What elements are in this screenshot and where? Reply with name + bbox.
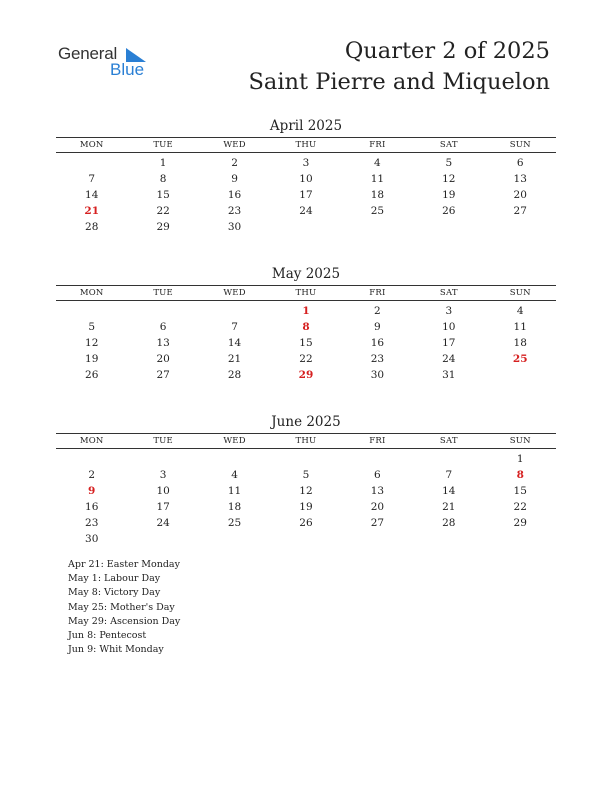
day-cell: 26 [85, 369, 99, 381]
weekday-label: THU [295, 436, 317, 446]
day-cell: 9 [374, 321, 381, 333]
week-row [56, 467, 556, 483]
day-cell: 14 [85, 189, 99, 201]
week-row [56, 155, 556, 171]
day-cell: 4 [231, 469, 238, 481]
day-cell: 9 [88, 485, 96, 497]
day-cell: 18 [227, 501, 242, 513]
week-row [56, 367, 556, 383]
month-title: June 2025 [271, 414, 341, 430]
weekday-header [56, 285, 556, 301]
holiday-item: May 29: Ascension Day [68, 615, 181, 627]
month-title: April 2025 [269, 118, 343, 134]
empty-cell [485, 367, 556, 383]
day-cell: 4 [374, 157, 381, 169]
weekday-label: THU [295, 288, 317, 298]
day-cell: 13 [513, 173, 527, 185]
day-cell: 30 [85, 533, 99, 545]
weekday-label: TUE [153, 140, 173, 150]
weekday-label: TUE [153, 288, 173, 298]
weekday-label: SAT [439, 436, 458, 446]
empty-cell [413, 451, 484, 467]
day-cell: 27 [156, 369, 170, 381]
week-row [56, 351, 556, 367]
day-cell: 10 [156, 485, 170, 497]
weekday-label: WED [223, 288, 246, 298]
day-cell: 10 [299, 173, 313, 185]
day-cell: 28 [442, 517, 456, 529]
week-row [56, 335, 556, 351]
weekday-label: SUN [509, 288, 531, 298]
day-cell: 7 [445, 469, 453, 481]
day-cell: 24 [156, 517, 170, 529]
day-cell: 13 [156, 337, 170, 349]
day-cell: 19 [442, 189, 456, 201]
day-cell: 3 [302, 157, 310, 169]
holiday-item: May 25: Mother's Day [68, 601, 175, 613]
empty-cell [270, 531, 341, 547]
day-cell: 3 [159, 469, 167, 481]
weekday-label: FRI [369, 140, 386, 150]
weekday-label: MON [79, 288, 104, 298]
day-cell: 25 [370, 205, 385, 217]
day-cell: 3 [445, 305, 453, 317]
day-cell: 22 [513, 501, 527, 513]
logo-text-general: General [58, 44, 118, 63]
day-cell: 5 [88, 321, 96, 333]
day-cell: 2 [88, 469, 96, 481]
empty-cell [199, 451, 270, 467]
day-cell: 18 [513, 337, 527, 349]
day-cell: 8 [302, 321, 310, 333]
day-cell: 2 [374, 305, 381, 317]
day-cell: 20 [156, 353, 170, 365]
day-cell: 6 [159, 321, 167, 333]
week-row [56, 187, 556, 203]
day-cell: 16 [85, 501, 99, 513]
weekday-label: FRI [369, 436, 386, 446]
weekday-label: MON [79, 140, 104, 150]
day-cell: 14 [227, 337, 242, 349]
day-cell: 17 [442, 337, 456, 349]
day-cell: 1 [302, 305, 310, 317]
title-region: Saint Pierre and Miquelon [248, 69, 550, 95]
logo [58, 42, 158, 82]
weekday-label: FRI [369, 288, 386, 298]
empty-cell [127, 303, 198, 319]
day-cell: 15 [299, 337, 313, 349]
empty-cell [270, 451, 341, 467]
day-cell: 17 [156, 501, 170, 513]
day-cell: 1 [516, 453, 524, 465]
empty-cell [342, 451, 413, 467]
holiday-item: Apr 21: Easter Monday [68, 559, 180, 570]
day-cell: 27 [513, 205, 527, 217]
day-cell: 28 [85, 221, 99, 233]
day-cell: 17 [299, 189, 313, 201]
day-cell: 25 [512, 353, 528, 365]
weekday-label: SUN [509, 436, 531, 446]
day-cell: 20 [513, 189, 527, 201]
title-quarter: Quarter 2 of 2025 [344, 38, 550, 64]
week-row [56, 499, 556, 515]
week-row [56, 303, 556, 319]
day-cell: 14 [442, 485, 456, 497]
month-june [56, 413, 556, 547]
day-cell: 11 [513, 321, 527, 333]
day-cell: 5 [302, 469, 310, 481]
logo-text-blue: Blue [110, 60, 145, 79]
weekday-label: SUN [509, 140, 531, 150]
day-cell: 21 [227, 353, 242, 365]
day-cell: 30 [370, 369, 385, 381]
empty-cell [56, 303, 127, 319]
day-cell: 10 [442, 321, 456, 333]
empty-cell [413, 531, 484, 547]
weekday-header [56, 137, 556, 153]
day-cell: 29 [156, 221, 170, 233]
day-cell: 30 [227, 221, 242, 233]
holiday-item: Jun 9: Whit Monday [68, 644, 164, 656]
holiday-list [68, 558, 180, 657]
empty-cell [342, 531, 413, 547]
weekday-label: THU [295, 140, 317, 150]
day-cell: 7 [231, 321, 238, 333]
day-cell: 23 [227, 205, 242, 217]
day-cell: 11 [370, 173, 385, 185]
day-cell: 29 [298, 369, 314, 381]
day-cell: 13 [370, 485, 385, 497]
day-cell: 19 [299, 501, 313, 513]
day-cell: 2 [231, 157, 238, 169]
page-title [249, 36, 550, 98]
day-cell: 16 [227, 189, 242, 201]
empty-cell [270, 219, 341, 235]
day-cell: 23 [85, 517, 99, 529]
week-row [56, 319, 556, 335]
day-cell: 9 [231, 173, 238, 185]
day-cell: 20 [370, 501, 385, 513]
month-title: May 2025 [271, 266, 341, 282]
week-row [56, 219, 556, 235]
day-cell: 8 [159, 173, 167, 185]
day-cell: 12 [85, 337, 99, 349]
weekday-label: MON [79, 436, 104, 446]
weekday-label: SAT [439, 288, 458, 298]
week-row [56, 171, 556, 187]
day-cell: 16 [370, 337, 385, 349]
day-cell: 26 [299, 517, 313, 529]
holiday-item: May 1: Labour Day [68, 573, 161, 585]
day-cell: 15 [156, 189, 170, 201]
empty-cell [199, 303, 270, 319]
empty-cell [127, 531, 198, 547]
week-row [56, 451, 556, 467]
empty-cell [485, 531, 556, 547]
week-row [56, 515, 556, 531]
day-cell: 19 [85, 353, 99, 365]
empty-cell [56, 155, 127, 171]
day-cell: 22 [156, 205, 170, 217]
week-row [56, 483, 556, 499]
day-cell: 12 [442, 173, 456, 185]
day-cell: 15 [513, 485, 527, 497]
day-cell: 25 [227, 517, 242, 529]
empty-cell [56, 451, 127, 467]
day-cell: 1 [159, 157, 167, 169]
day-cell: 4 [516, 305, 524, 317]
empty-cell [127, 451, 198, 467]
day-cell: 22 [299, 353, 313, 365]
day-cell: 24 [299, 205, 313, 217]
day-cell: 8 [516, 469, 524, 481]
month-may [56, 265, 556, 383]
day-cell: 11 [227, 485, 242, 497]
empty-cell [342, 219, 413, 235]
weekday-header [56, 433, 556, 449]
weekday-label: SAT [439, 140, 458, 150]
day-cell: 23 [370, 353, 385, 365]
day-cell: 18 [370, 189, 385, 201]
day-cell: 27 [370, 517, 385, 529]
day-cell: 12 [299, 485, 313, 497]
weekday-label: TUE [153, 436, 173, 446]
day-cell: 6 [516, 157, 524, 169]
day-cell: 26 [442, 205, 456, 217]
weekday-label: WED [223, 140, 246, 150]
day-cell: 31 [442, 369, 456, 381]
day-cell: 7 [88, 173, 96, 185]
day-cell: 29 [513, 517, 527, 529]
empty-cell [485, 219, 556, 235]
day-cell: 21 [84, 205, 100, 217]
day-cell: 24 [442, 353, 456, 365]
weekday-label: WED [223, 436, 246, 446]
day-cell: 21 [442, 501, 456, 513]
week-row [56, 531, 556, 547]
day-cell: 6 [374, 469, 381, 481]
empty-cell [199, 531, 270, 547]
empty-cell [413, 219, 484, 235]
month-april [56, 117, 556, 235]
day-cell: 5 [445, 157, 453, 169]
holiday-item: May 8: Victory Day [68, 587, 161, 599]
week-row [56, 203, 556, 219]
holiday-item: Jun 8: Pentecost [68, 630, 147, 642]
day-cell: 28 [227, 369, 242, 381]
